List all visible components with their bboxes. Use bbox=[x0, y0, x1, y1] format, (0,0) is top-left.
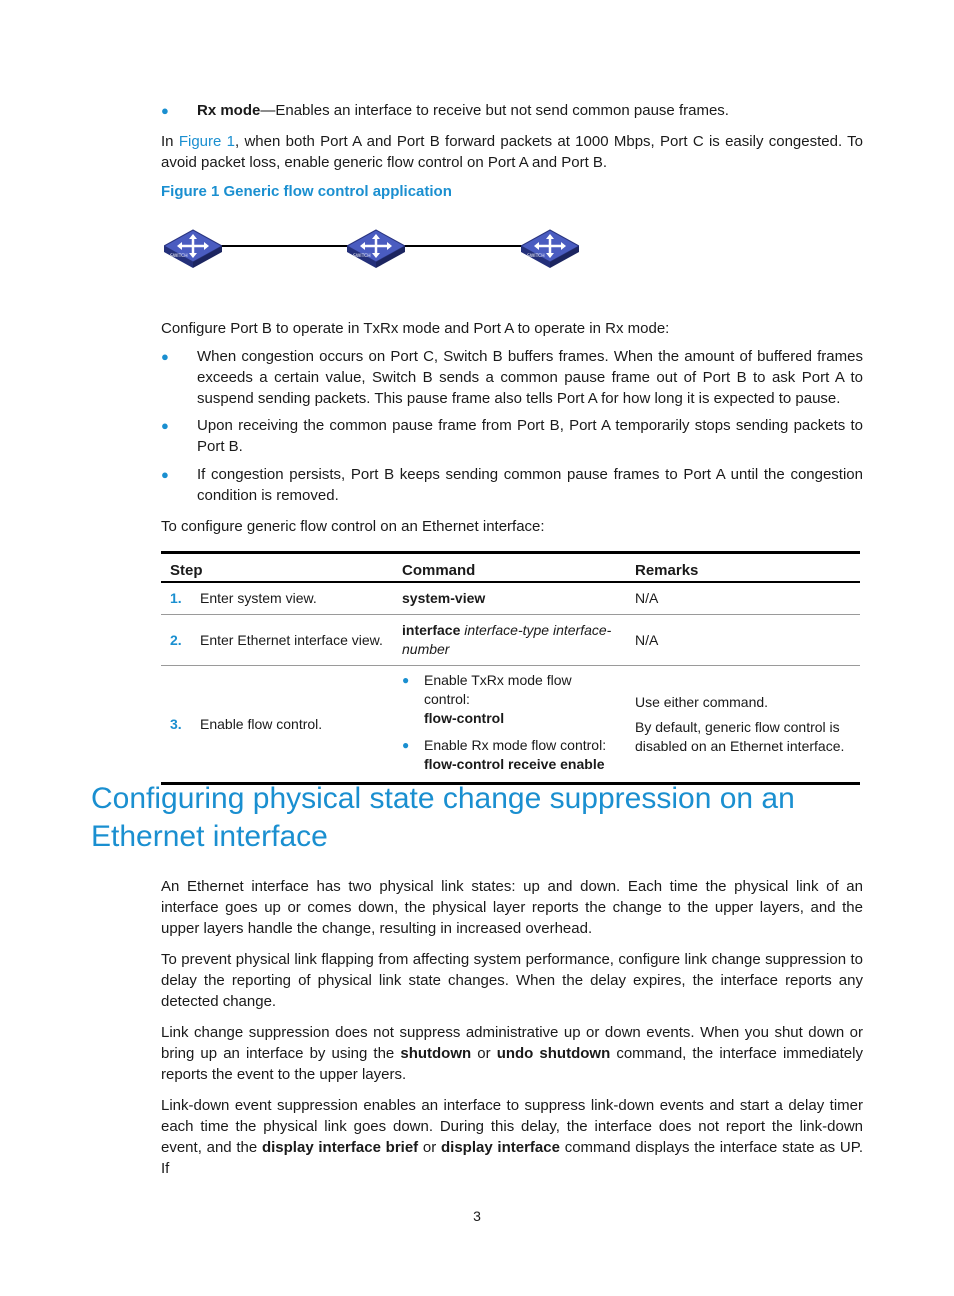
remarks-cell: N/A bbox=[626, 615, 860, 666]
step-number: 1. bbox=[170, 590, 182, 606]
config-steps-table bbox=[161, 551, 860, 785]
switch-b-icon bbox=[347, 226, 405, 270]
table-intro: To configure generic flow control on an Ethernet interface: bbox=[161, 518, 545, 535]
table-row bbox=[161, 666, 860, 784]
bullet-dot: ● bbox=[161, 467, 169, 482]
figure-ref-pre: In bbox=[161, 133, 179, 150]
command-text: system-view bbox=[402, 590, 486, 606]
command-options-list bbox=[402, 671, 617, 774]
step-number: 3. bbox=[170, 715, 182, 732]
shutdown-command: shutdown bbox=[400, 1045, 472, 1062]
undo-shutdown-command: undo shutdown bbox=[496, 1045, 611, 1062]
rx-mode-text: —Enables an interface to receive but not send common pause frames. bbox=[260, 102, 729, 119]
step-text: Enter Ethernet interface view. bbox=[200, 631, 383, 648]
bullet-dot: ● bbox=[161, 418, 169, 433]
paragraph-4-text: or bbox=[418, 1139, 441, 1156]
config-intro: Configure Port B to operate in TxRx mode and Port A to operate in Rx mode: bbox=[161, 320, 670, 337]
command-args: interface-type interface-number bbox=[402, 622, 612, 657]
step-cell bbox=[161, 615, 393, 666]
paragraph-3 bbox=[161, 1022, 863, 1085]
list-item-text: Upon receiving the common pause frame from Port B, Port A temporarily stops sending packets to Port B. bbox=[197, 417, 863, 455]
bullet-dot: ● bbox=[161, 103, 169, 118]
link-b-c bbox=[394, 245, 524, 247]
paragraph-3-text: or bbox=[471, 1045, 497, 1062]
table-row bbox=[161, 615, 860, 666]
step-number: 2. bbox=[170, 631, 182, 648]
switch-c-label: SWITCH bbox=[527, 254, 545, 259]
display-interface-command: display interface bbox=[441, 1139, 560, 1156]
figure-caption: Figure 1 Generic flow control application bbox=[161, 183, 452, 200]
paragraph-1: An Ethernet interface has two physical link states: up and down. Each time the physical link of an interface goes up or comes down, the physical layer reports the change to the upper layers, and the upper layers handle the change, resulting in increased overhead. bbox=[161, 878, 863, 937]
command-cell bbox=[393, 615, 626, 666]
command-cell bbox=[393, 666, 626, 784]
paragraph-2: To prevent physical link flapping from affecting system performance, configure link change suppression to delay the reporting of physical link state changes. When the delay expires, the interface reports any detected change. bbox=[161, 951, 863, 1010]
switch-b-label: SWITCH bbox=[353, 254, 371, 259]
switch-a-label: SWITCH bbox=[170, 254, 188, 259]
option-text: Enable Rx mode flow control: bbox=[424, 737, 607, 753]
list-item bbox=[161, 346, 863, 409]
paragraph-4 bbox=[161, 1095, 863, 1179]
step-text: Enter system view. bbox=[200, 590, 317, 606]
step-text: Enable flow control. bbox=[200, 715, 323, 732]
remarks-cell bbox=[626, 666, 860, 784]
paragraph-4-text: Link-down event suppression enables an interface to suppress link-down events and start a delay timer each time the physical link goes down. During this delay, the interface does not report the link-down event, and the bbox=[161, 1097, 863, 1156]
list-item-text: If congestion persists, Port B keeps sending common pause frames to Port A until the congestion condition is removed. bbox=[197, 466, 863, 504]
table-row bbox=[161, 582, 860, 615]
switch-a-icon bbox=[164, 226, 222, 270]
command-text: flow-control bbox=[424, 710, 505, 726]
table-header-row bbox=[161, 553, 860, 583]
page-number: 3 bbox=[473, 1208, 481, 1224]
header-remarks: Remarks bbox=[626, 553, 860, 583]
step-cell bbox=[161, 666, 393, 784]
header-command: Command bbox=[393, 553, 626, 583]
paragraph-4-text: command displays the interface state as UP. If bbox=[161, 1139, 863, 1177]
figure-ref-post: , when both Port A and Port B forward packets at 1000 Mbps, Port C is easily congested. To avoid packet loss, enable generic flow control on Port A and Port B. bbox=[161, 133, 864, 171]
rx-mode-term: Rx mode bbox=[197, 102, 261, 119]
header-step: Step bbox=[161, 553, 393, 583]
bullet-dot: ● bbox=[161, 349, 169, 364]
figure-1-link[interactable]: Figure 1 bbox=[178, 133, 235, 150]
list-item bbox=[402, 736, 617, 774]
list-item bbox=[402, 671, 617, 728]
command-text: interface bbox=[402, 622, 461, 638]
remarks-line-2: By default, generic flow control is disabled on an Ethernet interface. bbox=[635, 718, 845, 754]
list-item bbox=[161, 415, 863, 457]
figure-ref-paragraph bbox=[161, 131, 863, 173]
paragraph-3-text: Link change suppression does not suppress administrative up or down events. When you shut down or bring up an interface by using the bbox=[161, 1024, 863, 1062]
remarks-line-1: Use either command. bbox=[635, 693, 769, 710]
command-text: flow-control receive enable bbox=[424, 756, 605, 772]
paragraph-3-text: command, the interface immediately reports the event to the upper layers. bbox=[161, 1045, 863, 1083]
section-title: Configuring physical state change suppression on an Ethernet interface bbox=[91, 782, 795, 853]
display-interface-brief-command: display interface brief bbox=[261, 1139, 419, 1156]
list-item-text: When congestion occurs on Port C, Switch B buffers frames. When the amount of buffered frames exceeds a certain value, Switch B sends a common pause frame out of Port B to ask Port A to suspend sending packets. This pause frame also tells Port A for how long it is expected to pause. bbox=[197, 348, 863, 407]
option-text: Enable TxRx mode flow control: bbox=[424, 672, 572, 707]
remarks-cell: N/A bbox=[626, 582, 860, 615]
command-cell bbox=[393, 582, 626, 615]
switch-c-icon bbox=[521, 226, 579, 270]
link-a-b bbox=[214, 245, 354, 247]
list-item bbox=[161, 464, 863, 506]
bullet-dot: ● bbox=[402, 673, 410, 687]
bullet-dot: ● bbox=[402, 738, 410, 752]
rx-mode-bullet bbox=[161, 100, 863, 121]
step-cell bbox=[161, 582, 393, 615]
